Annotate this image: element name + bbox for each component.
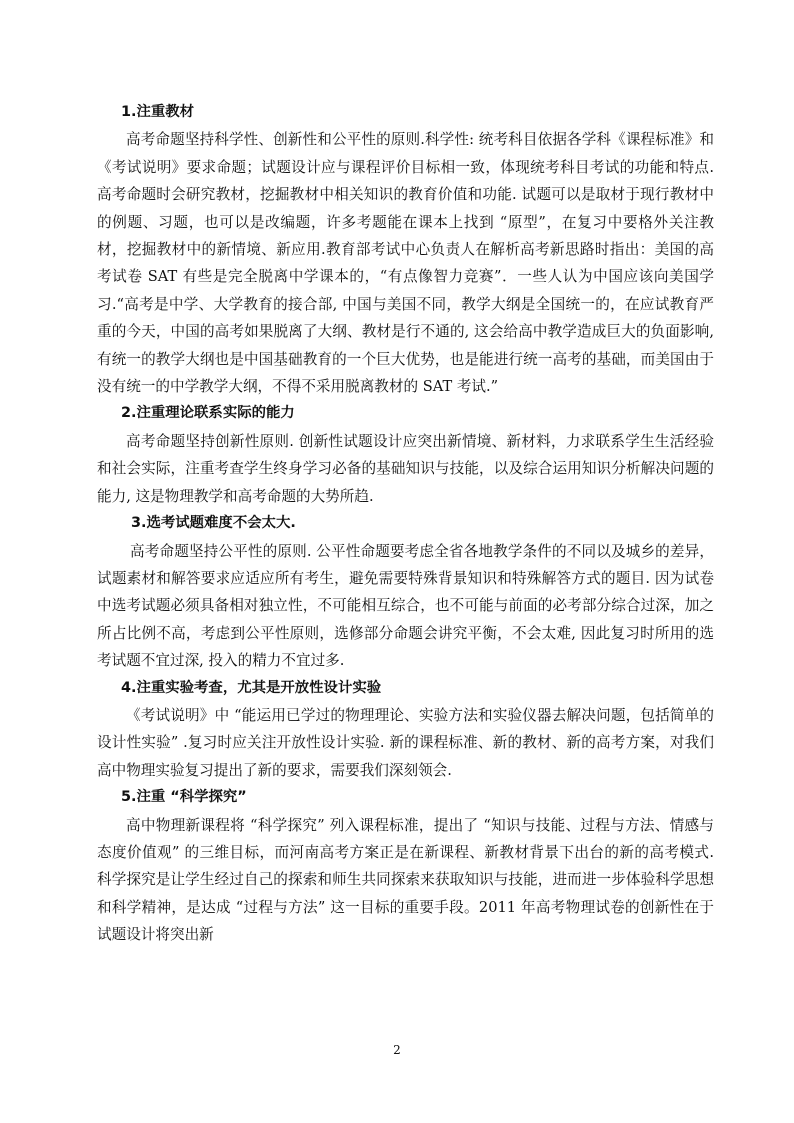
section-heading-1: 1.注重教材 — [121, 104, 195, 120]
section-heading-5: 5.注重 “科学探究” — [121, 789, 247, 806]
section-paragraph-3: 高考命题坚持公平性的原则. 公平性命题要考虑全省各地教学条件的不同以及城乡的差异，试题素材和解答要求应适应所有考生，避免需要特殊背景知识和特殊解答方式的题目. 因为试卷中选考试题必须具备相对独立性，不可能相互综合，也不可能与前面的必考部分综合过深，加之所占比例不高，考虑到公平性原则，选修部分命题会讲究平衡，不会太难, 因此复习时所用的选考试题不宜过深, 投入的精力不宜过多. — [97, 542, 714, 670]
section-paragraph-1: 高考命题坚持科学性、创新性和公平性的原则.科学性: 统考科目依据各学科《课程标准》和《考试说明》要求命题；试题设计应与课程评价目标相一致，体现统考科目考试的功能和特点. 高考命题时会研究教材，挖掘教材中相关知识的教育价值和功能. 试题可以是取材于现行教材中的例题、习题，也可以是改编题，许多考题能在课本上找到 “原型”，在复习中要格外关注教材，挖掘教材中的新情境、新应用.教育部考试中心负责人在解析高考新思路时指出：美国的高考试卷 SAT 有些是完全脱离中学课本的，“有点像智力竞赛”．一些人认为中国应该向美国学习.“高考是中学、大学教育的接合部, 中国与美国不同，教学大纲是全国统一的，在应试教育严重的今天，中国的高考如果脱离了大纲、教材是行不通的, 这会给高中教学造成巨大的负面影响, 有统一的教学大纲也是中国基础教育的一个巨大优势，也是能进行统一高考的基础，而美国由于没有统一的中学教学大纲，不得不采用脱离教材的 SAT 考试.” — [97, 131, 714, 396]
document-body — [97, 99, 714, 949]
section-paragraph-4: 《考试说明》中 “能运用已学过的物理理论、实验方法和实验仪器去解决问题，包括简单的设计性实验” .复习时应关注开放性设计实验. 新的课程标准、新的教材、新的高考方案，对我们高中物理实验复习提出了新的要求，需要我们深刻领会. — [97, 706, 714, 779]
page-number: 2 — [393, 1043, 401, 1057]
section-paragraph-2: 高考命题坚持创新性原则. 创新性试题设计应突出新情境、新材料，力求联系学生生活经验和社会实际，注重考查学生终身学习必备的基础知识与技能，以及综合运用知识分析解决问题的能力, 这是物理教学和高考命题的大势所趋. — [97, 432, 714, 505]
section-paragraph-5: 高中物理新课程将 “科学探究” 列入课程标准，提出了 “知识与技能、过程与方法、情感与态度价值观” 的三维目标，而河南高考方案正是在新课程、新教材背景下出台的新的高考模式. 科学探究是让学生经过自己的探索和师生共同探索来获取知识与技能，进而进一步体验科学思想和科学精神，是达成 “过程与方法” 这一目标的重要手段。2011 年高考物理试卷的创新性在于试题设计将突出新 — [97, 816, 714, 944]
section-heading-3: 3.选考试题难度不会太大. — [131, 515, 296, 532]
section-heading-4: 4.注重实验考查，尤其是开放性设计实验 — [121, 679, 382, 696]
section-heading-2: 2.注重理论联系实际的能力 — [121, 405, 295, 422]
